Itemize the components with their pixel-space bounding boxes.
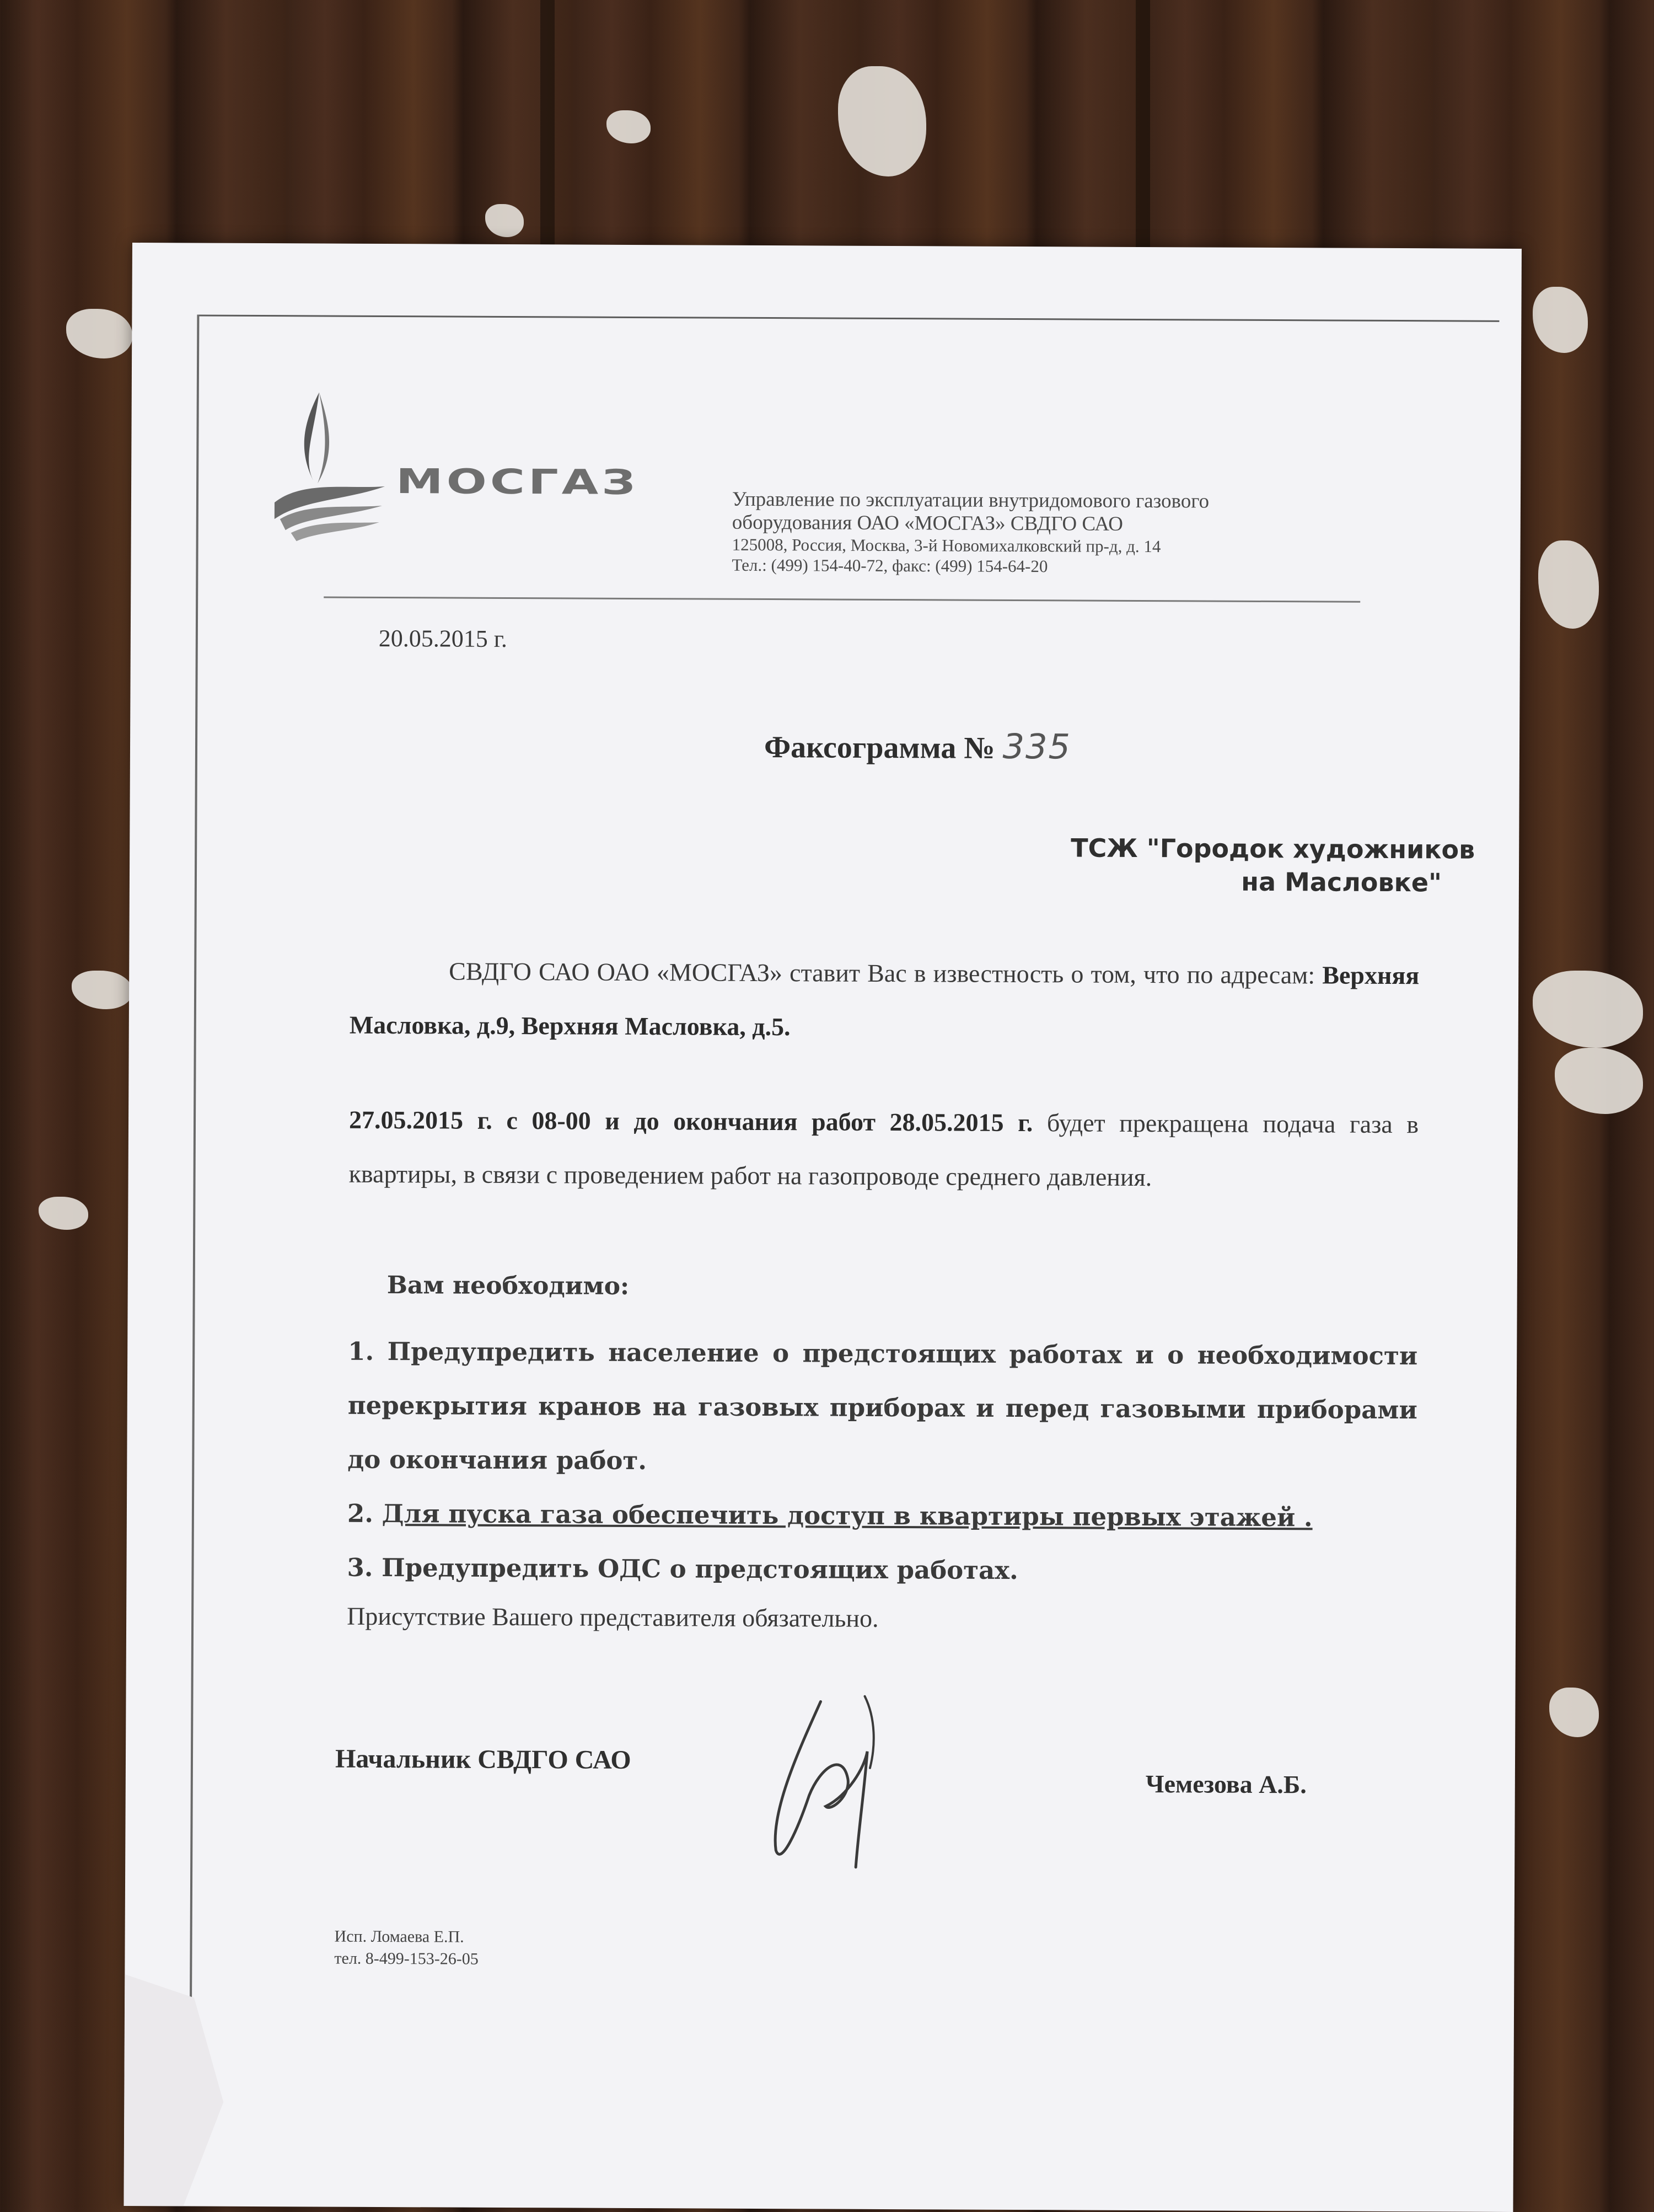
org-line: Управление по эксплуатации внутридомового газового xyxy=(732,488,1210,513)
paper-scrap xyxy=(485,204,524,237)
organization-header xyxy=(732,488,1383,578)
signatory-role: Начальник СВДГО САО xyxy=(335,1744,631,1775)
fax-border xyxy=(198,315,1499,322)
paper-scrap xyxy=(66,309,132,358)
mosgaz-logo xyxy=(313,409,666,587)
schedule-text: будет прекращена подача газа в квартиры, в связи с проведением работ на газопроводе среднего давления. xyxy=(348,1108,1419,1192)
list-item xyxy=(347,1487,1417,1545)
executor-info xyxy=(334,1926,479,1970)
paper-scrap xyxy=(1555,1048,1643,1114)
flame-icon xyxy=(253,370,606,548)
org-address: 125008, Россия, Москва, 3-й Новомихалковский пр-д, д. 14 xyxy=(732,534,1161,556)
title-label: Факсограмма № xyxy=(764,730,995,765)
handwritten-signature xyxy=(737,1685,915,1884)
document-date: 20.05.2015 г. xyxy=(378,624,508,652)
paragraph-notice xyxy=(350,944,1420,1057)
logo-wordmark: МОСГАЗ xyxy=(395,462,639,503)
list-item: 3. Предупредить ОДС о предстоящих работах. xyxy=(347,1552,1018,1586)
fax-document xyxy=(123,243,1522,2212)
schedule-dates: 27.05.2015 г. с 08-00 и до окончания работ 28.05.2015 г. xyxy=(348,1105,1033,1137)
executor-name: Исп. Ломаева Е.П. xyxy=(334,1927,464,1946)
paper-scrap xyxy=(606,110,651,143)
torn-corner xyxy=(123,1974,224,2206)
recipient xyxy=(1001,831,1475,899)
org-line: оборудования ОАО «МОСГАЗ» СВДГО САО xyxy=(732,511,1123,535)
org-phones: Тел.: (499) 154-40-72, факс: (499) 154-64-20 xyxy=(732,555,1048,576)
paper-scrap xyxy=(72,971,132,1009)
notice-text: СВДГО САО ОАО «МОСГАЗ» ставит Вас в известность о том, что по адресам: xyxy=(449,957,1315,989)
document-title xyxy=(764,725,1071,767)
paper-scrap xyxy=(838,66,926,176)
requirements-heading: Вам необходимо: xyxy=(386,1271,630,1300)
list-item-underlined: Для пуска газа обеспечить доступ в квартиры первых этажей . xyxy=(382,1498,1313,1533)
paper-scrap xyxy=(1538,540,1599,629)
requirements-list xyxy=(347,1325,1417,1599)
paper-scrap xyxy=(39,1197,88,1230)
paragraph-schedule xyxy=(348,1093,1419,1206)
paper-scrap xyxy=(1549,1688,1599,1737)
executor-phone: тел. 8-499-153-26-05 xyxy=(334,1949,479,1968)
paper-scrap xyxy=(1533,971,1643,1048)
notice-addresses: Верхняя Масловка, д.9, Верхняя Масловка, д.5. xyxy=(349,961,1420,1041)
presence-note: Присутствие Вашего представителя обязательно. xyxy=(347,1602,879,1632)
fax-border xyxy=(189,315,199,2135)
recipient-line: на Масловке" xyxy=(1241,866,1442,898)
paper-scrap xyxy=(1533,287,1588,353)
signatory-name: Чемезова А.Б. xyxy=(1145,1770,1307,1799)
list-item-number: 2. xyxy=(347,1498,374,1528)
recipient-line: ТСЖ "Городок художников xyxy=(1071,833,1475,865)
list-item: 1. Предупредить население о предстоящих работах и о необходимости перекрытия кранов на газовых приборах и перед газовыми приборами до окончания работ. xyxy=(347,1336,1418,1476)
header-divider xyxy=(324,597,1360,603)
fax-number: 335 xyxy=(1002,726,1072,767)
